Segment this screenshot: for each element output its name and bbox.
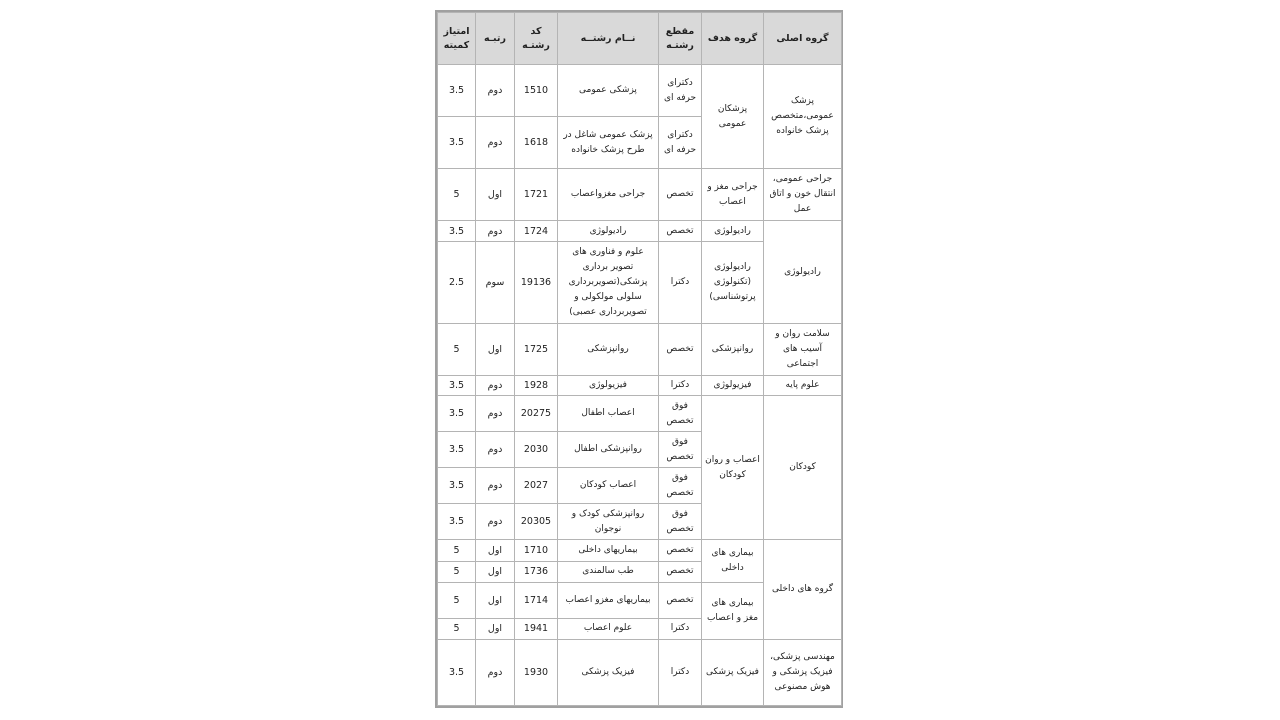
table-row	[438, 639, 842, 705]
degree-cell: دکترا	[659, 241, 702, 323]
header-field-name: نــام رشتــه	[558, 13, 659, 65]
header-field-code: کد رشتـه	[515, 13, 558, 65]
field-name-cell: جراحی مغزواعصاب	[558, 169, 659, 221]
header-degree: مقطع رشتـه	[659, 13, 702, 65]
table-row	[438, 540, 842, 561]
degree-cell: دکترا	[659, 618, 702, 639]
target-group-cell: رادیولوژی (تکنولوژی پرتوشناسی)	[702, 241, 764, 323]
score-cell: 5	[438, 582, 476, 618]
header-rank: رتبـه	[476, 13, 515, 65]
field-name-cell: طب سالمندی	[558, 561, 659, 582]
score-cell: 3.5	[438, 432, 476, 468]
table-row	[438, 375, 842, 395]
score-cell: 3.5	[438, 504, 476, 540]
degree-cell: دکترای حرفه ای	[659, 65, 702, 117]
field-name-cell: روانپزشکی کودک و نوجوان	[558, 504, 659, 540]
rank-cell: اول	[476, 618, 515, 639]
degree-cell: تخصص	[659, 221, 702, 241]
degree-cell: دکترا	[659, 375, 702, 395]
rank-cell: سوم	[476, 241, 515, 323]
main-group-cell: پزشک عمومی،متخصص پزشک خانواده	[764, 65, 842, 169]
rank-cell: دوم	[476, 504, 515, 540]
degree-cell: تخصص	[659, 561, 702, 582]
degree-cell: دکترا	[659, 639, 702, 705]
field-name-cell: رادیولوژی	[558, 221, 659, 241]
target-group-cell: روانپزشکی	[702, 323, 764, 375]
main-group-cell: سلامت روان و آسیب های اجتماعی	[764, 323, 842, 375]
main-group-cell: کودکان	[764, 396, 842, 540]
rank-cell: دوم	[476, 221, 515, 241]
field-code-cell: 1736	[515, 561, 558, 582]
degree-cell: تخصص	[659, 540, 702, 561]
table-row	[438, 65, 842, 117]
target-group-cell: بیماری های مغز و اعصاب	[702, 582, 764, 639]
field-code-cell: 1941	[515, 618, 558, 639]
main-group-cell: جراحی عمومی، انتقال خون و اتاق عمل	[764, 169, 842, 221]
main-group-cell: گروه های داخلی	[764, 540, 842, 639]
score-cell: 3.5	[438, 117, 476, 169]
degree-cell: تخصص	[659, 323, 702, 375]
target-group-cell: فیزیک پزشکی	[702, 639, 764, 705]
field-name-cell: فیزیک پزشکی	[558, 639, 659, 705]
score-cell: 5	[438, 618, 476, 639]
target-group-cell: پزشکان عمومی	[702, 65, 764, 169]
score-cell: 5	[438, 169, 476, 221]
field-name-cell: علوم اعصاب	[558, 618, 659, 639]
field-name-cell: روانپزشکی اطفال	[558, 432, 659, 468]
score-cell: 2.5	[438, 241, 476, 323]
rank-cell: دوم	[476, 639, 515, 705]
target-group-cell: فیزیولوژی	[702, 375, 764, 395]
rank-cell: دوم	[476, 65, 515, 117]
field-code-cell: 1724	[515, 221, 558, 241]
field-name-cell: اعصاب اطفال	[558, 396, 659, 432]
field-name-cell: اعصاب کودکان	[558, 468, 659, 504]
field-code-cell: 20275	[515, 396, 558, 432]
header-committee-score: امتیاز کمیته	[438, 13, 476, 65]
field-code-cell: 1618	[515, 117, 558, 169]
main-group-cell: علوم پایه	[764, 375, 842, 395]
field-name-cell: روانپزشکی	[558, 323, 659, 375]
field-code-cell: 1721	[515, 169, 558, 221]
target-group-cell: بیماری های داخلی	[702, 540, 764, 582]
score-cell: 5	[438, 323, 476, 375]
field-code-cell: 1710	[515, 540, 558, 561]
rank-cell: اول	[476, 561, 515, 582]
score-cell: 3.5	[438, 639, 476, 705]
score-cell: 3.5	[438, 375, 476, 395]
table-row	[438, 323, 842, 375]
target-group-cell: رادیولوژی	[702, 221, 764, 241]
field-name-cell: بیماریهای مغزو اعصاب	[558, 582, 659, 618]
degree-cell: فوق تخصص	[659, 396, 702, 432]
score-cell: 3.5	[438, 396, 476, 432]
rank-cell: دوم	[476, 468, 515, 504]
field-code-cell: 2027	[515, 468, 558, 504]
degree-cell: تخصص	[659, 169, 702, 221]
header-target-group: گروه هدف	[702, 13, 764, 65]
rank-cell: اول	[476, 540, 515, 561]
table-row	[438, 396, 842, 432]
field-name-cell: بیماریهای داخلی	[558, 540, 659, 561]
degree-cell: فوق تخصص	[659, 468, 702, 504]
target-group-cell: جراحی مغز و اعصاب	[702, 169, 764, 221]
field-code-cell: 20305	[515, 504, 558, 540]
score-cell: 5	[438, 540, 476, 561]
field-name-cell: فیزیولوژی	[558, 375, 659, 395]
rank-cell: دوم	[476, 432, 515, 468]
degree-cell: تخصص	[659, 582, 702, 618]
field-table-sheet	[435, 10, 843, 708]
field-name-cell: پزشک عمومی شاغل در طرح پزشک خانواده	[558, 117, 659, 169]
rank-cell: دوم	[476, 375, 515, 395]
rank-cell: دوم	[476, 117, 515, 169]
header-main-group: گروه اصلی	[764, 13, 842, 65]
score-cell: 3.5	[438, 65, 476, 117]
degree-cell: فوق تخصص	[659, 432, 702, 468]
field-ranking-table	[437, 12, 842, 706]
degree-cell: دکترای حرفه ای	[659, 117, 702, 169]
field-code-cell: 1510	[515, 65, 558, 117]
field-code-cell: 1930	[515, 639, 558, 705]
table-row	[438, 169, 842, 221]
table-row	[438, 221, 842, 241]
table-header-row	[438, 13, 842, 65]
main-group-cell: رادیولوژی	[764, 221, 842, 323]
field-code-cell: 1714	[515, 582, 558, 618]
field-code-cell: 1725	[515, 323, 558, 375]
field-code-cell: 2030	[515, 432, 558, 468]
field-code-cell: 19136	[515, 241, 558, 323]
rank-cell: اول	[476, 169, 515, 221]
degree-cell: فوق تخصص	[659, 504, 702, 540]
main-group-cell: مهندسی پزشکی، فیزیک پزشکی و هوش مصنوعی	[764, 639, 842, 705]
field-name-cell: علوم و فناوری های تصویر برداری پزشکی(تصویربرداری سلولی مولکولی و تصویربرداری عصبی)	[558, 241, 659, 323]
score-cell: 3.5	[438, 221, 476, 241]
score-cell: 3.5	[438, 468, 476, 504]
target-group-cell: اعصاب و روان کودکان	[702, 396, 764, 540]
rank-cell: دوم	[476, 396, 515, 432]
rank-cell: اول	[476, 323, 515, 375]
rank-cell: اول	[476, 582, 515, 618]
field-code-cell: 1928	[515, 375, 558, 395]
score-cell: 5	[438, 561, 476, 582]
field-name-cell: پزشکی عمومی	[558, 65, 659, 117]
